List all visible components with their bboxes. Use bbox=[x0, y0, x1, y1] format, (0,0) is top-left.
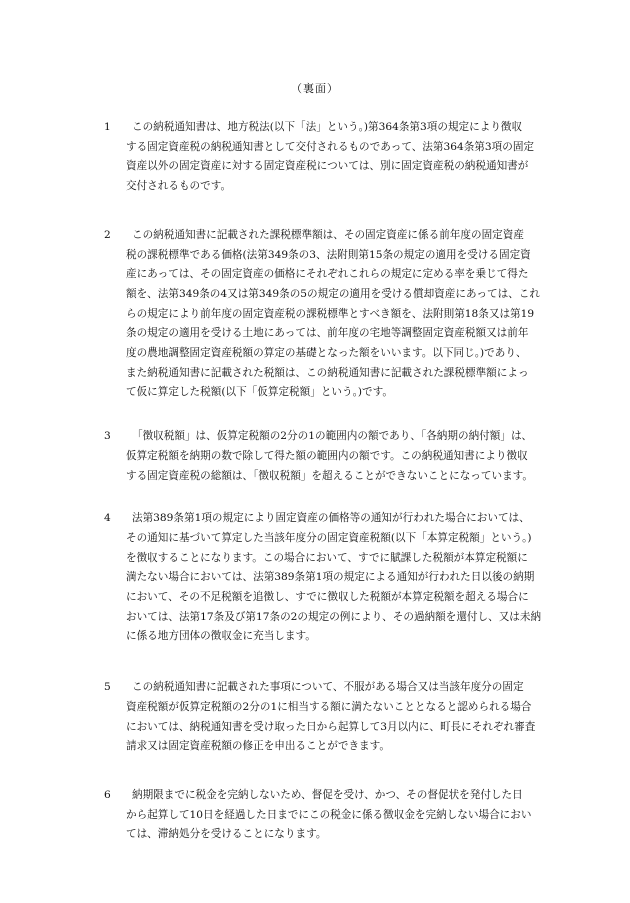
section-text-line: 税の課税標準である価格(法第349条の3、法附則第15条の規定の適用を受ける固定資 bbox=[126, 248, 531, 261]
section-text-line: 額を、法第349条の4又は第349条の5の規定の適用を受ける償却資産にあっては、これ bbox=[126, 287, 540, 300]
section-text-line: この納税通知書は、地方税法(以下「法」という。)第364条第3項の規定により徴収 bbox=[132, 121, 523, 133]
section-text-line: 納期限までに税金を完納しないため、督促を受け、かつ、その督促状を発付した日 bbox=[132, 788, 523, 801]
section-text-line: する固定資産税の総額は、「徴収税額」を超えることができないことになっています。 bbox=[126, 469, 534, 482]
section-text-line: おいては、法第17条及び第17条の2の規定の例により、その過納額を還付し、又は未納 bbox=[126, 610, 542, 623]
section-2 bbox=[104, 226, 590, 403]
section-text-line: 条の規定の適用を受ける土地にあっては、前年度の宅地等調整固定資産税額又は前年 bbox=[126, 327, 529, 340]
section-text-line: 請求又は固定資産税額の修正を申出ることができます。 bbox=[126, 740, 390, 753]
section-3 bbox=[104, 427, 590, 486]
section-text-line: ては、滞納処分を受けることになります。 bbox=[126, 828, 327, 841]
section-text-line: 「徴収税額」は、仮算定税額の2分の1の範囲内の額であり、「各納期の納付額」は、 bbox=[132, 430, 533, 443]
section-text-line: らの規定により前年度の固定資産税の課税標準とすべき額を、法附則第18条又は第19 bbox=[126, 307, 535, 320]
section-text-line: 仮算定税額を納期の数で除して得た額の範囲内の額です。この納税通知書により徴収 bbox=[126, 449, 528, 462]
section-number: 3 bbox=[104, 430, 111, 443]
section-4 bbox=[104, 509, 590, 647]
section-text-line: 度の農地調整固定資産税額の算定の基礎となった額をいいます。以下同じ。)であり、 bbox=[126, 347, 527, 360]
notice-sections bbox=[104, 118, 590, 867]
section-text-line: においては、納税通知書を受け取った日から起算して3月以内に、町長にそれぞれ審査 bbox=[126, 720, 536, 733]
section-text-line: 産にあっては、その固定資産の価格にそれぞれこれらの規定に定める率を乗じて得た bbox=[126, 268, 529, 281]
section-1 bbox=[104, 118, 590, 197]
section-number: 6 bbox=[104, 788, 111, 801]
section-text-line: に係る地方団体の徴収金に充当します。 bbox=[126, 630, 316, 643]
section-number: 4 bbox=[104, 512, 111, 525]
section-text-line: において、その不足税額を追徴し、すでに徴収した税額が本算定税額を超える場合に bbox=[126, 591, 529, 604]
section-text-line: する固定資産税の納税通知書として交付されるものであって、法第364条第3項の固定 bbox=[126, 140, 535, 153]
section-text-line: この納税通知書に記載された課税標準額は、その固定資産に係る前年度の固定資産 bbox=[132, 228, 524, 241]
section-text-line: この納税通知書に記載された事項について、不服がある場合又は当該年度分の固定 bbox=[132, 681, 524, 694]
section-text-line: 交付されるものです。 bbox=[126, 180, 232, 193]
section-text-line: その通知に基づいて算定した当該年度分の固定資産税額(以下「本算定税額」という。) bbox=[126, 531, 532, 544]
section-6 bbox=[104, 786, 590, 845]
section-text-line: 満たない場合においては、法第389条第1項の規定による通知が行われた日以後の納期 bbox=[126, 571, 535, 584]
section-text-line: 資産税額が仮算定税額の2分の1に相当する額に満たないこととなると認められる場合 bbox=[126, 700, 532, 713]
section-text-line: を徴収することになります。この場合において、すでに賦課した税額が本算定税額に bbox=[126, 551, 528, 564]
page-title: （裏面） bbox=[291, 82, 339, 95]
section-text-line: て仮に算定した税額(以下「仮算定税額」という。)です。 bbox=[126, 386, 393, 399]
section-text-line: 資産以外の固定資産に対する固定資産税については、別に固定資産税の納税通知書が bbox=[126, 160, 529, 173]
section-number: 2 bbox=[104, 228, 111, 241]
section-5 bbox=[104, 678, 590, 757]
section-number: 1 bbox=[104, 121, 111, 133]
section-number: 5 bbox=[104, 681, 111, 694]
section-text-line: 法第389条第1項の規定により固定資産の価格等の通知が行われた場合においては、 bbox=[132, 512, 530, 525]
section-text-line: また納税通知書に記載された税額は、この納税通知書に記載された課税標準額によっ bbox=[126, 366, 529, 379]
section-text-line: から起算して10日を経過した日までにこの税金に係る徴収金を完納しない場合におい bbox=[126, 808, 532, 821]
